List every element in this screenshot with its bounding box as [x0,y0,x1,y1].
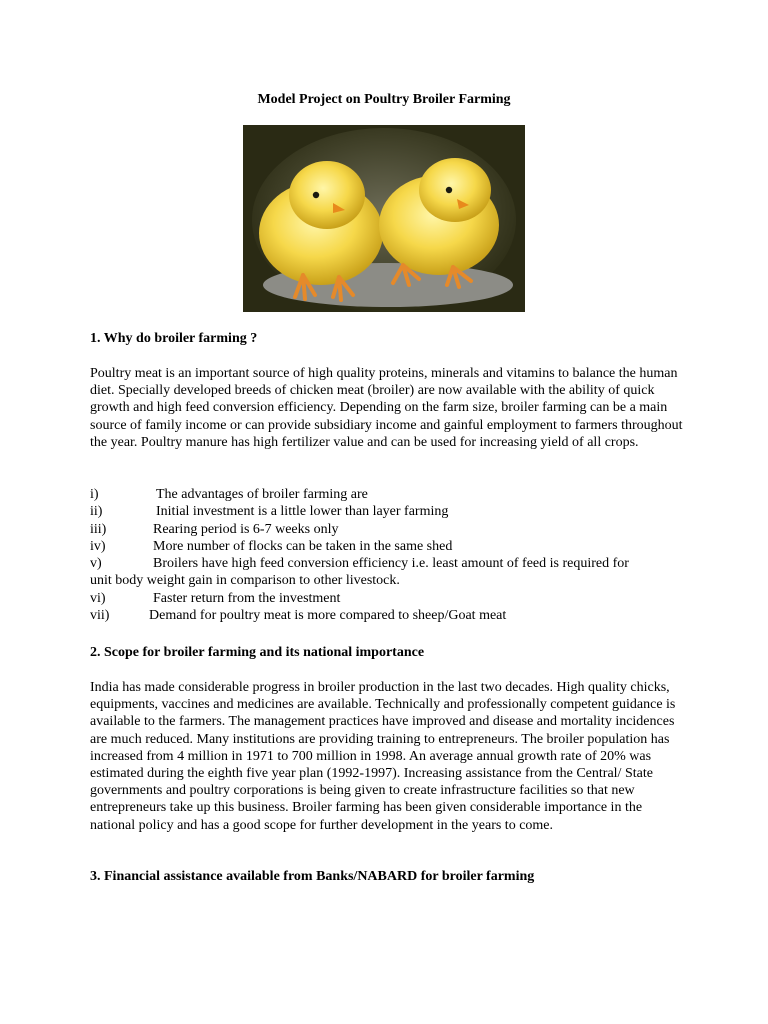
list-item [90,538,690,555]
list-item-text: Faster return from the investment [153,590,341,606]
section-2-paragraph: India has made considerable progress in broiler production in the last two decades. High quality chicks, equipments, vaccines and medicines are available. Technically and professionally competent guidance is available to the farmers. The management practices have improved and disease and mortality incidences are much reduced. Many institutions are providing training to entrepreneurs. The broiler population has increased from 4 million in 1971 to 700 million in 1998. An average annual growth rate of 20% was estimated during the eighth five year plan (1992-1997). Increasing assistance from the Central/ State governments and poultry corporations is being given to create infrastructure facilities so that new entrepreneurs take up this business. Broiler farming has been given considerable importance in the national policy and has a good scope for further development in the years to come. [90,680,676,833]
list-item [90,503,690,520]
document-title: Model Project on Poultry Broiler Farming [257,92,511,107]
list-item-text: Demand for poultry meat is more compared to sheep/Goat meat [149,608,507,624]
list-item-continuation: unit body weight gain in comparison to other livestock. [90,573,400,589]
list-item-number: v) [90,556,102,572]
list-item-number: ii) [90,504,103,520]
list-item-text: The advantages of broiler farming are [156,487,368,502]
section-1-heading: 1. Why do broiler farming ? [90,331,258,346]
advantages-list [90,486,690,624]
list-item-text: Broilers have high feed conversion efficiency i.e. least amount of feed is required for [153,556,629,572]
list-item-number: i) [90,487,99,502]
list-item-number: vii) [90,608,110,624]
list-item-text: More number of flocks can be taken in the same shed [153,538,453,554]
list-item [90,607,690,624]
list-item-number: iii) [90,521,107,537]
list-item-text: Rearing period is 6-7 weeks only [153,521,339,537]
list-item [90,590,690,607]
chicks-photo [243,125,525,312]
list-item-text: Initial investment is a little lower than layer farming [156,504,449,520]
list-item-number: vi) [90,590,106,606]
list-item [90,555,690,590]
section-1-paragraph: Poultry meat is an important source of high quality proteins, minerals and vitamins to balance the human diet. Specially developed breeds of chicken meat (broiler) are now available with the ability of quick growth and high feed conversion efficiency. Depending on the farm size, broiler farming can be a main source of family income or can provide subsidiary income and gainful employment to farmers throughout the year. Poultry manure has high fertilizer value and can be used for increasing yield of all crops. [90,366,683,450]
section-3-heading: 3. Financial assistance available from Banks/NABARD for broiler farming [90,869,535,884]
section-2-heading: 2. Scope for broiler farming and its national importance [90,645,425,660]
list-item [90,521,690,538]
list-item-number: iv) [90,538,106,554]
list-item [90,486,690,503]
